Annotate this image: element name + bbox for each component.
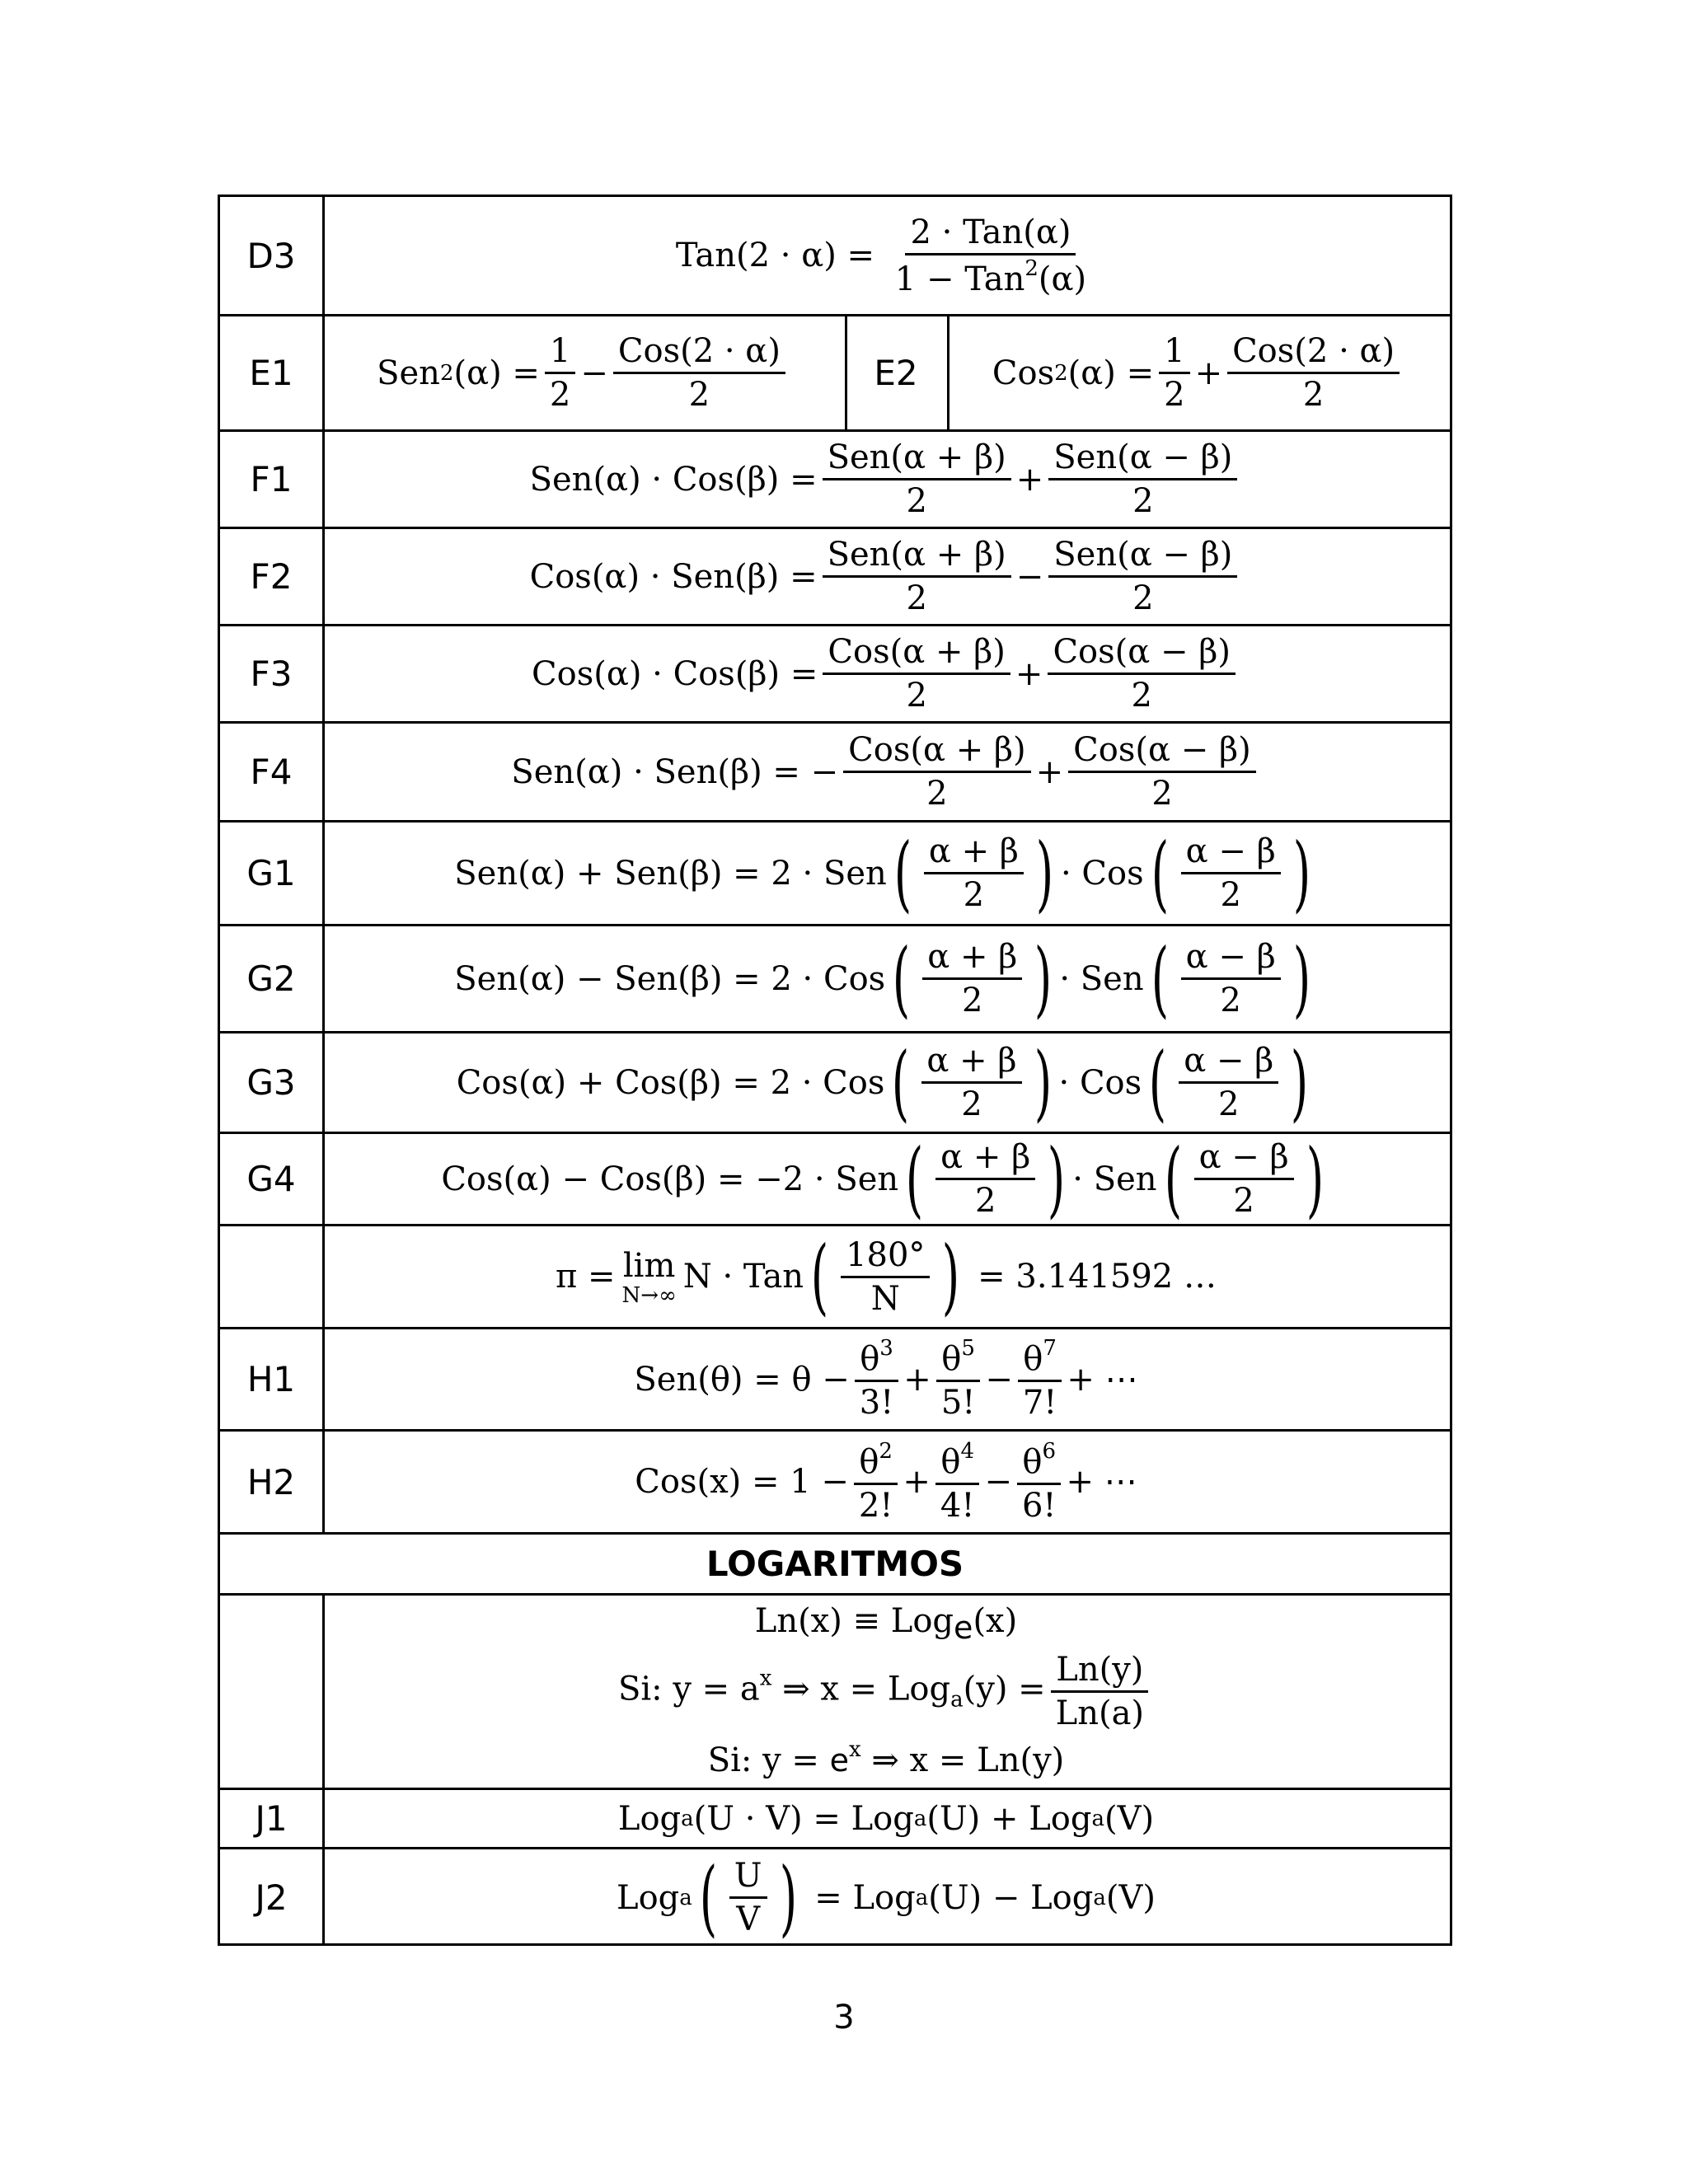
formula: Tan(2 · α) = $\frac{\text{2 · Tan(α)}}{1 - Tan^2(\alpha)}$ [675, 213, 1087, 298]
formula: Cos(α) − Cos(β) = −2 · Sen ( $\frac{\alpha + \beta}{2}$ ) · Sen ( $\frac{\alpha - \beta}{2}$ ) [441, 1130, 1324, 1227]
formula-row [220, 1130, 1450, 1227]
row-label: H2 [220, 1432, 325, 1532]
formula: Sen(α) + Sen(β) = 2 · Sen ( $\frac{\alpha + \beta}{2}$ ) · Cos ( $\frac{\alpha - \beta}{2}$ ) [454, 824, 1311, 921]
formula-row [220, 1849, 1450, 1946]
row-label: J1 [220, 1790, 325, 1847]
formula-row [220, 432, 1450, 529]
formula-row [220, 926, 1450, 1033]
page-number: 3 [833, 1999, 855, 2036]
row-label: F1 [220, 432, 325, 527]
formula: Cos(α) + Cos(β) = 2 · Cos ( $\frac{\alpha + \beta}{2}$ ) · Cos ( $\frac{\alpha - \beta}{2}$ ) [456, 1033, 1309, 1131]
formula-row [220, 316, 1450, 432]
formula-row [220, 529, 1450, 626]
formula-row [220, 823, 1450, 926]
section-title: LOGARITMOS [220, 1535, 1450, 1596]
formula: Cos(α) · Cos(β) = $\frac{\text{Cos(α + β)}}{2}$ + $\frac{\text{Cos(α − β)}}{2}$ [322, 626, 1450, 721]
formula-table [218, 194, 1452, 1946]
formula-row [220, 1329, 1450, 1432]
formula: Log a (U · V) = Log a (U) + Log a (V) [617, 1799, 1155, 1838]
formula-row [220, 1790, 1450, 1849]
formula-row [220, 724, 1450, 823]
formula: π = lim N→∞ N · Tan ( $\frac{180^\circ}{N}$ ) = 3.141592 … [556, 1228, 1217, 1324]
row-label: G1 [220, 823, 325, 924]
row-label: F4 [220, 724, 325, 820]
row-label: E1 [220, 316, 325, 429]
formula-row [220, 1593, 1450, 1790]
formula: Sen(α) − Sen(β) = 2 · Cos ( $\frac{\alpha + \beta}{2}$ ) · Sen ( $\frac{\alpha - \beta}{2}$ ) [454, 930, 1311, 1027]
row-label [220, 1226, 325, 1327]
formula: Log a ( $\frac{U}{V}$ ) = Log a (U) − Log a (V) [617, 1849, 1156, 1946]
formula: Cos(x) = 1 − $\frac{\theta^2}{2!}$ + $\frac{\theta^4}{4!}$ − $\frac{\theta^6}{6!}$ + ⋯ [635, 1438, 1137, 1525]
formula-row [220, 1033, 1450, 1134]
formula: Ln(x) ≡ Log$_e$(x) Si: $y = a^x$ ⇒ x = Log$_a$(y) = $\frac{Ln(y)}{Ln(a)}$ Si: $y = e^x$ ⇒ x = Ln(y) [322, 1593, 1450, 1788]
row-label: G4 [220, 1134, 325, 1224]
formula: Cos(α) · Sen(β) = $\frac{\text{Sen(α + β)}}{2}$ − $\frac{\text{Sen(α − β)}}{2}$ [322, 529, 1450, 624]
row-label: E2 [845, 316, 950, 429]
formula: Sen 2 (α) = $\frac{1}{2}$ − $\frac{\text{Cos(2 · α)}}{2}$ [322, 316, 847, 429]
row-label: D3 [220, 197, 325, 314]
formula: Sen(θ) = θ − $\frac{\theta^3}{3!}$ + $\frac{\theta^5}{5!}$ − $\frac{\theta^7}{7!}$ + ⋯ [634, 1336, 1138, 1422]
formula: Sen(α) · Sen(β) = − $\frac{\text{Cos(α + β)}}{2}$ + $\frac{\text{Cos(α − β)}}{2}$ [322, 724, 1450, 820]
row-label: G3 [220, 1033, 325, 1132]
formula: Cos 2 (α) = $\frac{1}{2}$ + $\frac{\text{Cos(2 · α)}}{2}$ [947, 316, 1450, 429]
row-label: H1 [220, 1329, 325, 1429]
row-label: F3 [220, 626, 325, 721]
formula-row [220, 1226, 1450, 1329]
formula: Sen(α) · Cos(β) = $\frac{\text{Sen(α + β)}}{2}$ + $\frac{\text{Sen(α − β)}}{2}$ [322, 432, 1450, 527]
row-label: F2 [220, 529, 325, 624]
formula-row [220, 197, 1450, 316]
row-label [220, 1593, 325, 1788]
row-label: G2 [220, 926, 325, 1031]
formula-row [220, 626, 1450, 724]
formula-row [220, 1432, 1450, 1535]
row-label: J2 [220, 1849, 325, 1946]
